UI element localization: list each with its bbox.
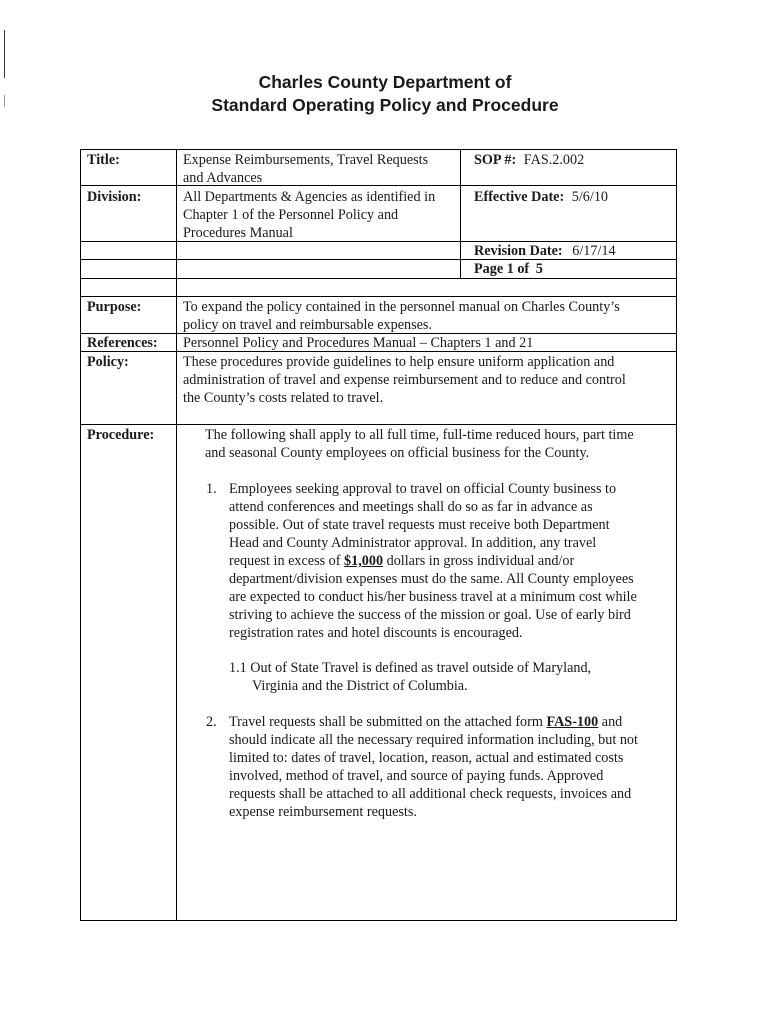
item-1-line: possible. Out of state travel requests must receive both Department [229,517,610,533]
revision-date-value: 6/17/14 [572,243,616,259]
item-1-line: department/division expenses must do the same. All County employees [229,571,634,587]
item-1-1-line: 1.1 Out of State Travel is defined as travel outside of Maryland, [229,660,592,676]
item-2-line: requests shall be attached to all additional check requests, invoices and [229,786,632,802]
procedure-label: Procedure: [87,427,155,443]
item-2-line: involved, method of travel, and source of paying funds. Approved [229,768,604,784]
item-1-text: request in excess of [229,553,345,569]
item-2-line: limited to: dates of travel, location, reason, actual and estimated costs [229,750,624,766]
division-value-line: Chapter 1 of the Personnel Policy and [183,207,399,223]
item-2-line [229,713,622,731]
item-2-number: 2. [206,714,217,730]
item-1-line: registration rates and hotel discounts is encouraged. [229,625,523,641]
references-label: References: [87,335,158,351]
effective-date-field [474,188,608,206]
doc-header-line2: Standard Operating Policy and Procedure [211,95,559,115]
doc-header-line1: Charles County Department of [258,72,512,92]
item-1-1-line: Virginia and the District of Columbia. [252,678,468,694]
purpose-label: Purpose: [87,299,142,315]
policy-text-line: the County’s costs related to travel. [183,390,384,406]
effective-date-value: 5/6/10 [571,189,609,205]
revision-date-label: Revision Date: [474,243,563,259]
division-label: Division: [87,189,142,205]
sop-label: SOP #: [474,152,517,168]
title-value-line: Expense Reimbursements, Travel Requests [183,152,429,168]
sop-field [474,151,584,169]
title-label: Title: [87,152,120,168]
page-count [474,260,543,278]
item-1-line: striving to achieve the success of the mission or goal. Use of early bird [229,607,631,623]
page-total: 5 [535,261,543,277]
item-2-line: should indicate all the necessary required information including, but not [229,732,638,748]
item-1-number: 1. [206,481,217,497]
scan-mark [4,30,5,78]
item-1-line: are expected to conduct his/her business travel at a minimum cost while [229,589,637,605]
item-1-line [229,552,574,570]
item-1-line: attend conferences and meetings shall do so as far in advance as [229,499,593,515]
item-1-line: Head and County Administrator approval. In addition, any travel [229,535,597,551]
item-1-text: dollars in gross individual and/or [383,553,575,569]
references-text: Personnel Policy and Procedures Manual – Chapters 1 and 21 [183,335,534,351]
revision-date-field [474,242,616,260]
purpose-text-line: To expand the policy contained in the personnel manual on Charles County’s [183,299,620,315]
policy-label: Policy: [87,354,129,370]
procedure-intro-line: The following shall apply to all full time, full-time reduced hours, part time [205,427,634,443]
page-label: Page 1 of [474,261,530,277]
title-value-line: and Advances [183,170,263,186]
policy-text-line: administration of travel and expense reimbursement and to reduce and control [183,372,626,388]
form-reference-link[interactable]: FAS-100 [546,714,599,730]
purpose-text-line: policy on travel and reimbursable expenses. [183,317,432,333]
item-2-text: Travel requests shall be submitted on the attached form [229,714,547,730]
item-2-line: expense reimbursement requests. [229,804,417,820]
sop-value: FAS.2.002 [523,152,585,168]
procedure-intro-line: and seasonal County employees on official business for the County. [205,445,590,461]
item-2-text: and [598,714,623,730]
item-1-line: Employees seeking approval to travel on official County business to [229,481,617,497]
division-value-line: All Departments & Agencies as identified in [183,189,436,205]
policy-text-line: These procedures provide guidelines to help ensure uniform application and [183,354,615,370]
effective-date-label: Effective Date: [474,189,565,205]
threshold-amount: $1,000 [344,553,384,569]
division-value-line: Procedures Manual [183,225,293,241]
